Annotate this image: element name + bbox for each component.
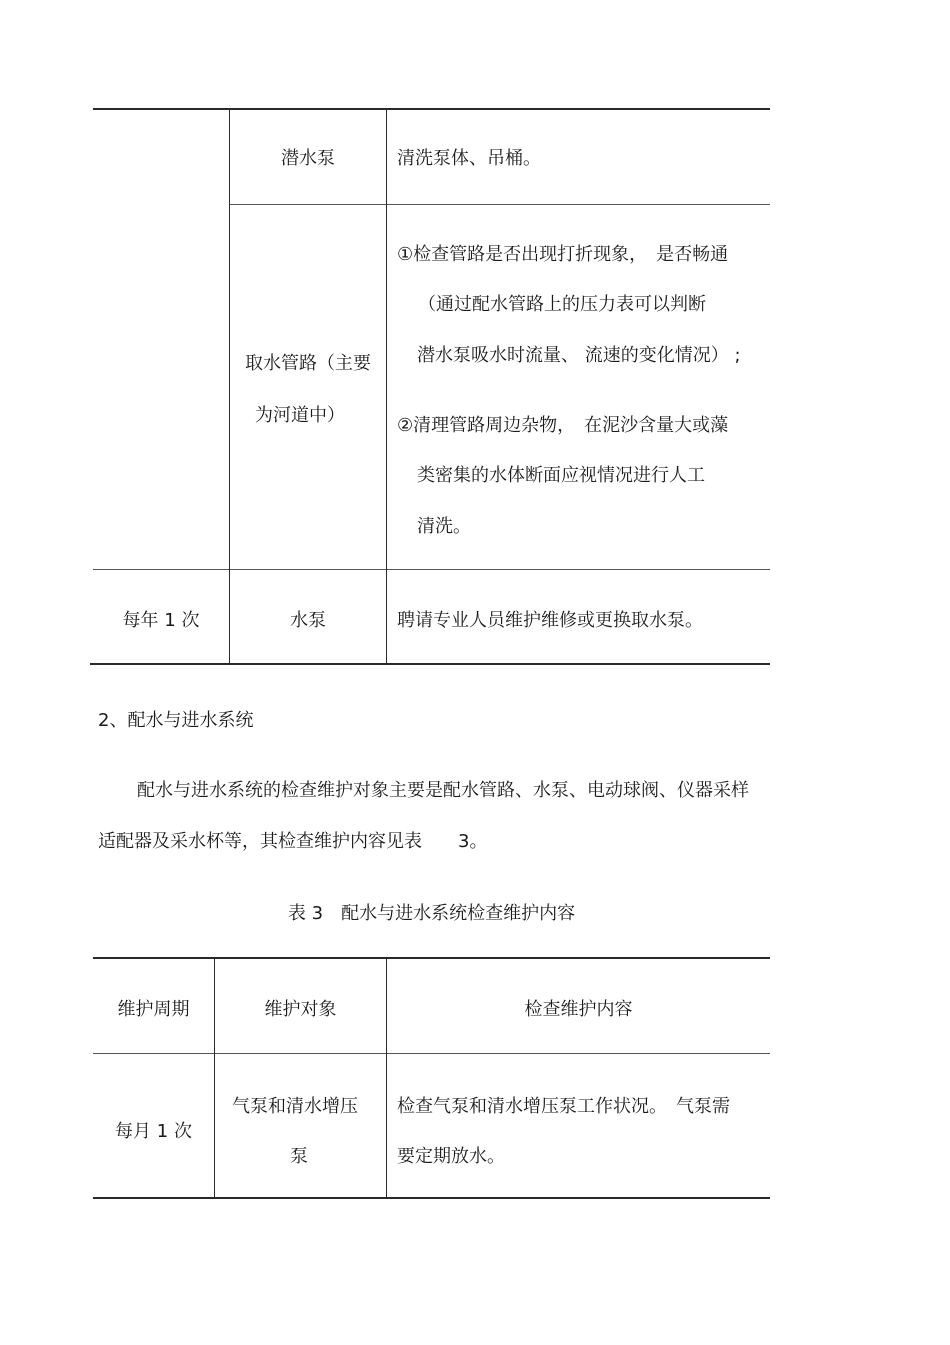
- header-period: 维护周期: [117, 999, 190, 1020]
- cell-content-submersible-pump: 清洗泵体、吊桶。: [397, 148, 541, 169]
- column-divider: [386, 958, 387, 1198]
- table-bottom-border: [90, 663, 770, 665]
- cell-content-intake-pipe-line5: 类密集的水体断面应视情况进行人工: [417, 465, 705, 486]
- cell-content-intake-pipe-line6: 清洗。: [417, 516, 471, 537]
- header-object: 维护对象: [264, 999, 337, 1020]
- cell-object-intake-pipe-line2: 为河道中）: [255, 405, 345, 426]
- cell-object-intake-pipe-line1: 取水管路（主要: [245, 353, 371, 374]
- cell-content-air-pump-line2: 要定期放水。: [397, 1146, 505, 1167]
- row-divider: [93, 569, 770, 570]
- cell-object-water-pump: 水泵: [290, 610, 326, 631]
- paragraph-line1: 配水与进水系统的检查维护对象主要是配水管路、水泵、电动球阀、仪器采样: [137, 780, 749, 801]
- cell-content-intake-pipe-line4: ②清理管路周边杂物， 在泥沙含量大或藻: [397, 415, 729, 436]
- cell-content-intake-pipe-line3: 潜水泵吸水时流量、 流速的变化情况） ;: [417, 345, 741, 366]
- section-heading: 2、配水与进水系统: [98, 710, 254, 731]
- header-divider: [93, 1053, 770, 1054]
- cell-object-air-pump-line2: 泵: [290, 1146, 308, 1167]
- cell-content-intake-pipe-line1: ①检查管路是否出现打折现象， 是否畅通: [397, 244, 729, 265]
- column-divider: [229, 109, 230, 664]
- paragraph-line2: 适配器及采水杯等，其检查维护内容见表 3。: [98, 831, 488, 852]
- cell-period-yearly: 每年 1 次: [122, 610, 200, 631]
- cell-period-monthly: 每月 1 次: [115, 1121, 192, 1142]
- cell-content-air-pump-line1: 检查气泵和清水增压泵工作状况。 气泵需: [397, 1096, 730, 1117]
- table-caption: 表 3 配水与进水系统检查维护内容: [287, 903, 576, 924]
- header-content: 检查维护内容: [524, 999, 633, 1020]
- cell-content-intake-pipe-line2: （通过配水管路上的压力表可以判断: [418, 294, 706, 315]
- cell-content-water-pump: 聘请专业人员维护维修或更换取水泵。: [397, 610, 703, 631]
- cell-object-submersible-pump: 潜水泵: [281, 148, 335, 169]
- cell-object-air-pump-line1: 气泵和清水增压: [232, 1096, 358, 1117]
- table-top-border: [93, 957, 770, 959]
- table-top-border: [93, 108, 770, 110]
- row-divider: [230, 204, 770, 205]
- table-bottom-border: [93, 1197, 770, 1199]
- column-divider: [386, 109, 387, 664]
